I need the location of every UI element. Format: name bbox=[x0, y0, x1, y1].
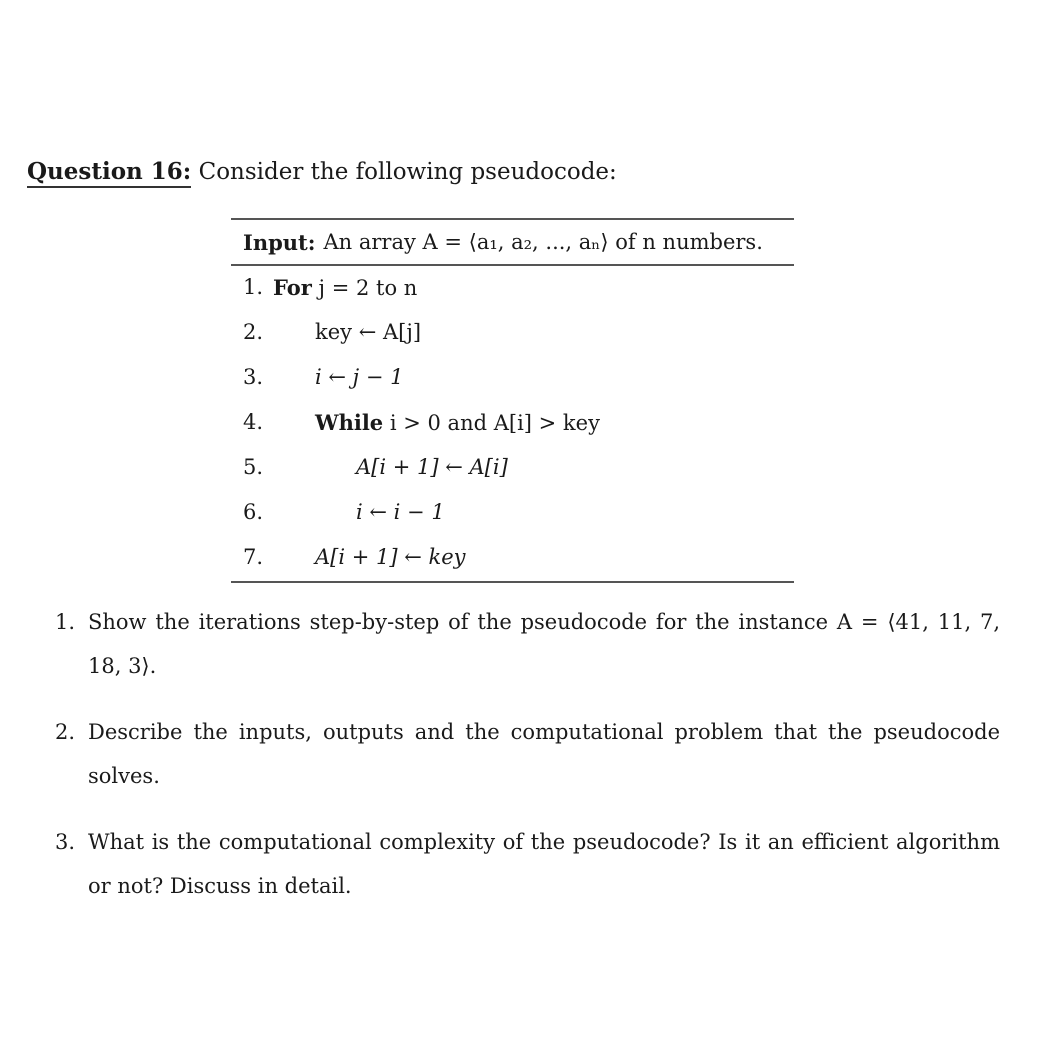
pseudocode-line-1 bbox=[231, 266, 794, 311]
item-number: 2. bbox=[55, 720, 76, 744]
question-heading bbox=[27, 157, 617, 187]
for-keyword: For bbox=[273, 275, 312, 300]
line-number: 5. bbox=[243, 455, 264, 479]
pseudocode-line-5 bbox=[231, 446, 794, 491]
pseudocode-input-row bbox=[231, 220, 794, 266]
input-label: Input: bbox=[243, 229, 316, 255]
pseudocode-box bbox=[231, 218, 794, 583]
pseudocode-line-7 bbox=[231, 536, 794, 581]
line-code: i ← i − 1 bbox=[356, 500, 445, 524]
line-code bbox=[315, 410, 600, 435]
pseudocode-line-2 bbox=[231, 311, 794, 356]
pseudocode-line-6 bbox=[231, 491, 794, 536]
line-code: key ← A[j] bbox=[315, 320, 422, 344]
question-intro: Consider the following pseudocode: bbox=[198, 159, 617, 185]
line-code bbox=[273, 275, 417, 300]
list-item bbox=[55, 820, 1000, 908]
line-code: A[i + 1] ← key bbox=[315, 545, 466, 569]
for-condition: j = 2 to n bbox=[318, 276, 418, 300]
line-number: 7. bbox=[243, 545, 264, 569]
while-keyword: While bbox=[315, 410, 384, 435]
item-number: 3. bbox=[55, 830, 76, 854]
item-text: Show the iterations step-by-step of the pseudocode for the instance A = ⟨41, 11, 7, 18, 3⟩. bbox=[88, 610, 1000, 678]
pseudocode-line-3 bbox=[231, 356, 794, 401]
list-item bbox=[55, 600, 1000, 688]
line-number: 4. bbox=[243, 410, 264, 434]
list-item bbox=[55, 710, 1000, 798]
line-number: 6. bbox=[243, 500, 264, 524]
while-condition: i > 0 and A[i] > key bbox=[389, 411, 600, 435]
line-number: 2. bbox=[243, 320, 264, 344]
line-code: A[i + 1] ← A[i] bbox=[356, 455, 508, 479]
item-number: 1. bbox=[55, 610, 76, 634]
line-code: i ← j − 1 bbox=[315, 365, 404, 389]
question-list bbox=[55, 600, 1000, 930]
item-text: What is the computational complexity of the pseudocode? Is it an efficient algorithm or not? Discuss in detail. bbox=[88, 830, 1000, 898]
line-number: 3. bbox=[243, 365, 264, 389]
input-description: An array A = ⟨a₁, a₂, ..., aₙ⟩ of n numbers. bbox=[323, 230, 763, 254]
question-label: Question 16: bbox=[27, 158, 191, 188]
item-text: Describe the inputs, outputs and the computational problem that the pseudocode solves. bbox=[88, 720, 1000, 788]
line-number: 1. bbox=[243, 275, 264, 299]
pseudocode-line-4 bbox=[231, 401, 794, 446]
